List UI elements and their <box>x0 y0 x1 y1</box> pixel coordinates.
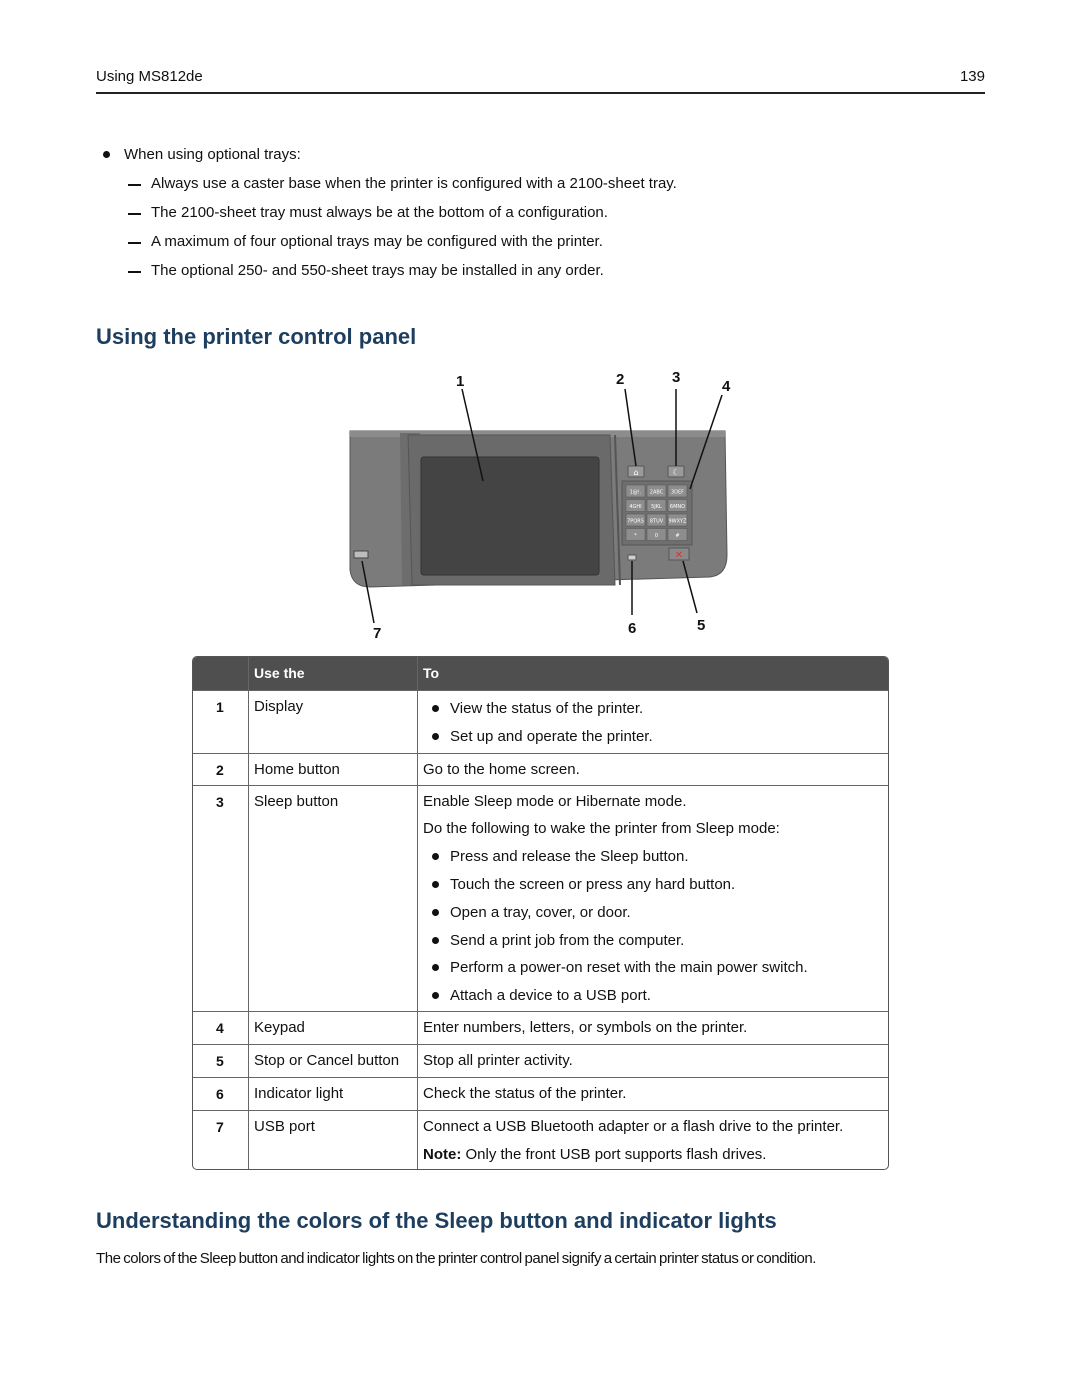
row-to: Stop all printer activity. <box>423 1052 573 1069</box>
sub-list-text: Always use a caster base when the printer is configured with a 2100-sheet tray. <box>151 175 677 192</box>
to-bullet-text: Touch the screen or press any hard button. <box>450 876 736 893</box>
column-divider <box>417 657 418 1170</box>
sub-list-item <box>128 204 677 233</box>
sub-list <box>128 175 677 291</box>
sub-list-item <box>128 175 677 204</box>
note <box>423 1146 766 1163</box>
callout-5: 5 <box>697 617 706 634</box>
row-number: 1 <box>216 699 224 715</box>
svg-text:✕: ✕ <box>674 550 684 561</box>
keypad-key-label: 4GHI <box>629 504 642 510</box>
row-number: 2 <box>216 762 224 778</box>
callout-6: 6 <box>628 620 637 637</box>
row-to: Go to the home screen. <box>423 761 580 778</box>
bullet-dot-icon <box>432 705 439 712</box>
to-bullet <box>432 959 808 976</box>
row-number: 6 <box>216 1086 224 1102</box>
callout-3: 3 <box>672 369 681 386</box>
note-label: Note: <box>423 1146 462 1163</box>
control-panel-drawing <box>340 365 740 655</box>
row-number: 7 <box>216 1119 224 1135</box>
note-text: Only the front USB port supports flash drives. <box>461 1146 767 1163</box>
keypad-key-label: 3DEF <box>670 489 685 496</box>
to-bullet <box>432 904 631 921</box>
dash-icon <box>128 184 141 186</box>
keypad-key-label: # <box>675 533 680 539</box>
keypad-key-label: * <box>634 533 637 539</box>
keypad-key-label: 1@!. <box>629 489 642 496</box>
to-bullet <box>432 848 689 865</box>
control-panel-table <box>192 656 889 1170</box>
row-use: Indicator light <box>254 1085 344 1102</box>
callout-4: 4 <box>722 378 731 395</box>
keypad-key-label: 9WXYZ <box>668 518 687 525</box>
bullet-dot-icon <box>432 964 439 971</box>
bullet-dot-icon <box>432 992 439 999</box>
to-bullet <box>432 700 643 717</box>
callout-7: 7 <box>373 625 382 642</box>
callout-1: 1 <box>456 373 465 390</box>
row-divider <box>193 1110 889 1111</box>
row-to: Check the status of the printer. <box>423 1085 627 1102</box>
indicator-light-icon <box>628 555 636 560</box>
row-to-secondary: Do the following to wake the printer from Sleep mode: <box>423 820 780 837</box>
row-divider <box>193 1077 889 1078</box>
row-to: Enter numbers, letters, or symbols on the printer. <box>423 1019 748 1036</box>
dash-icon <box>128 213 141 215</box>
to-bullet <box>432 728 653 745</box>
table-header <box>193 657 889 690</box>
row-divider <box>193 690 889 691</box>
section-heading-colors: Understanding the colors of the Sleep button and indicator lights <box>96 1208 777 1233</box>
to-bullet <box>432 987 651 1004</box>
row-number: 3 <box>216 794 224 810</box>
row-use: Home button <box>254 761 340 778</box>
svg-text:⌂: ⌂ <box>633 468 639 477</box>
row-divider <box>193 1011 889 1012</box>
column-header-to: To <box>423 665 440 681</box>
dash-icon <box>128 242 141 244</box>
keypad-key-label: 7PQRS <box>627 518 644 525</box>
to-bullet <box>432 876 735 893</box>
to-bullet-text: Open a tray, cover, or door. <box>450 904 631 921</box>
usb-port-icon <box>354 551 368 558</box>
section-heading-control-panel: Using the printer control panel <box>96 324 417 349</box>
bullet-dot-icon <box>432 853 439 860</box>
to-bullet-text: Attach a device to a USB port. <box>450 987 651 1004</box>
keypad-key-label: 0 <box>654 533 659 539</box>
sub-list-item <box>128 233 677 262</box>
page-number: 139 <box>959 68 985 85</box>
row-use: Display <box>254 698 304 715</box>
sub-list-text: A maximum of four optional trays may be configured with the printer. <box>151 233 603 250</box>
to-bullet-text: Set up and operate the printer. <box>450 728 653 745</box>
row-divider <box>193 753 889 754</box>
keypad-key-label: 6MNO <box>669 504 686 510</box>
bullet-dot-icon <box>103 151 110 158</box>
keypad-key-label: 2ABC <box>649 489 664 496</box>
sub-list-text: The 2100-sheet tray must always be at the bottom of a configuration. <box>151 204 608 221</box>
row-number: 4 <box>216 1020 224 1036</box>
column-divider <box>248 657 249 1170</box>
bullet-dot-icon <box>432 909 439 916</box>
bullet-text: When using optional trays: <box>124 146 301 163</box>
to-bullet-text: Press and release the Sleep button. <box>450 848 689 865</box>
bullet-dot-icon <box>432 937 439 944</box>
dash-icon <box>128 271 141 273</box>
row-to: Connect a USB Bluetooth adapter or a flash drive to the printer. <box>423 1118 844 1135</box>
keypad-key-label: 8TUV <box>649 518 664 525</box>
to-bullet-text: Send a print job from the computer. <box>450 932 685 949</box>
row-divider <box>193 1044 889 1045</box>
to-bullet-text: View the status of the printer. <box>450 700 644 717</box>
column-header-use: Use the <box>254 665 305 681</box>
callout-2: 2 <box>616 371 625 388</box>
bullet-dot-icon <box>432 881 439 888</box>
row-divider <box>193 785 889 786</box>
row-to: Enable Sleep mode or Hibernate mode. <box>423 793 687 810</box>
row-number: 5 <box>216 1053 224 1069</box>
keypad-key-label: 5JKL <box>651 504 662 510</box>
bullet-dot-icon <box>432 733 439 740</box>
sub-list-item <box>128 262 677 291</box>
row-use: Keypad <box>254 1019 305 1036</box>
row-use: Stop or Cancel button <box>254 1052 400 1069</box>
to-bullet-text: Perform a power-on reset with the main power switch. <box>450 959 808 976</box>
control-panel-illustration <box>340 365 740 655</box>
page-header <box>96 68 985 94</box>
bullet-optional-trays <box>103 146 301 163</box>
sub-list-text: The optional 250- and 550-sheet trays may be installed in any order. <box>151 262 604 279</box>
to-bullet <box>432 932 684 949</box>
header-title: Using MS812de <box>96 68 203 85</box>
svg-text:☾: ☾ <box>672 468 680 477</box>
row-use: Sleep button <box>254 793 339 810</box>
section-paragraph: The colors of the Sleep button and indicator lights on the printer control panel signify a certain printer status or condition. <box>96 1250 816 1267</box>
row-use: USB port <box>254 1118 315 1135</box>
